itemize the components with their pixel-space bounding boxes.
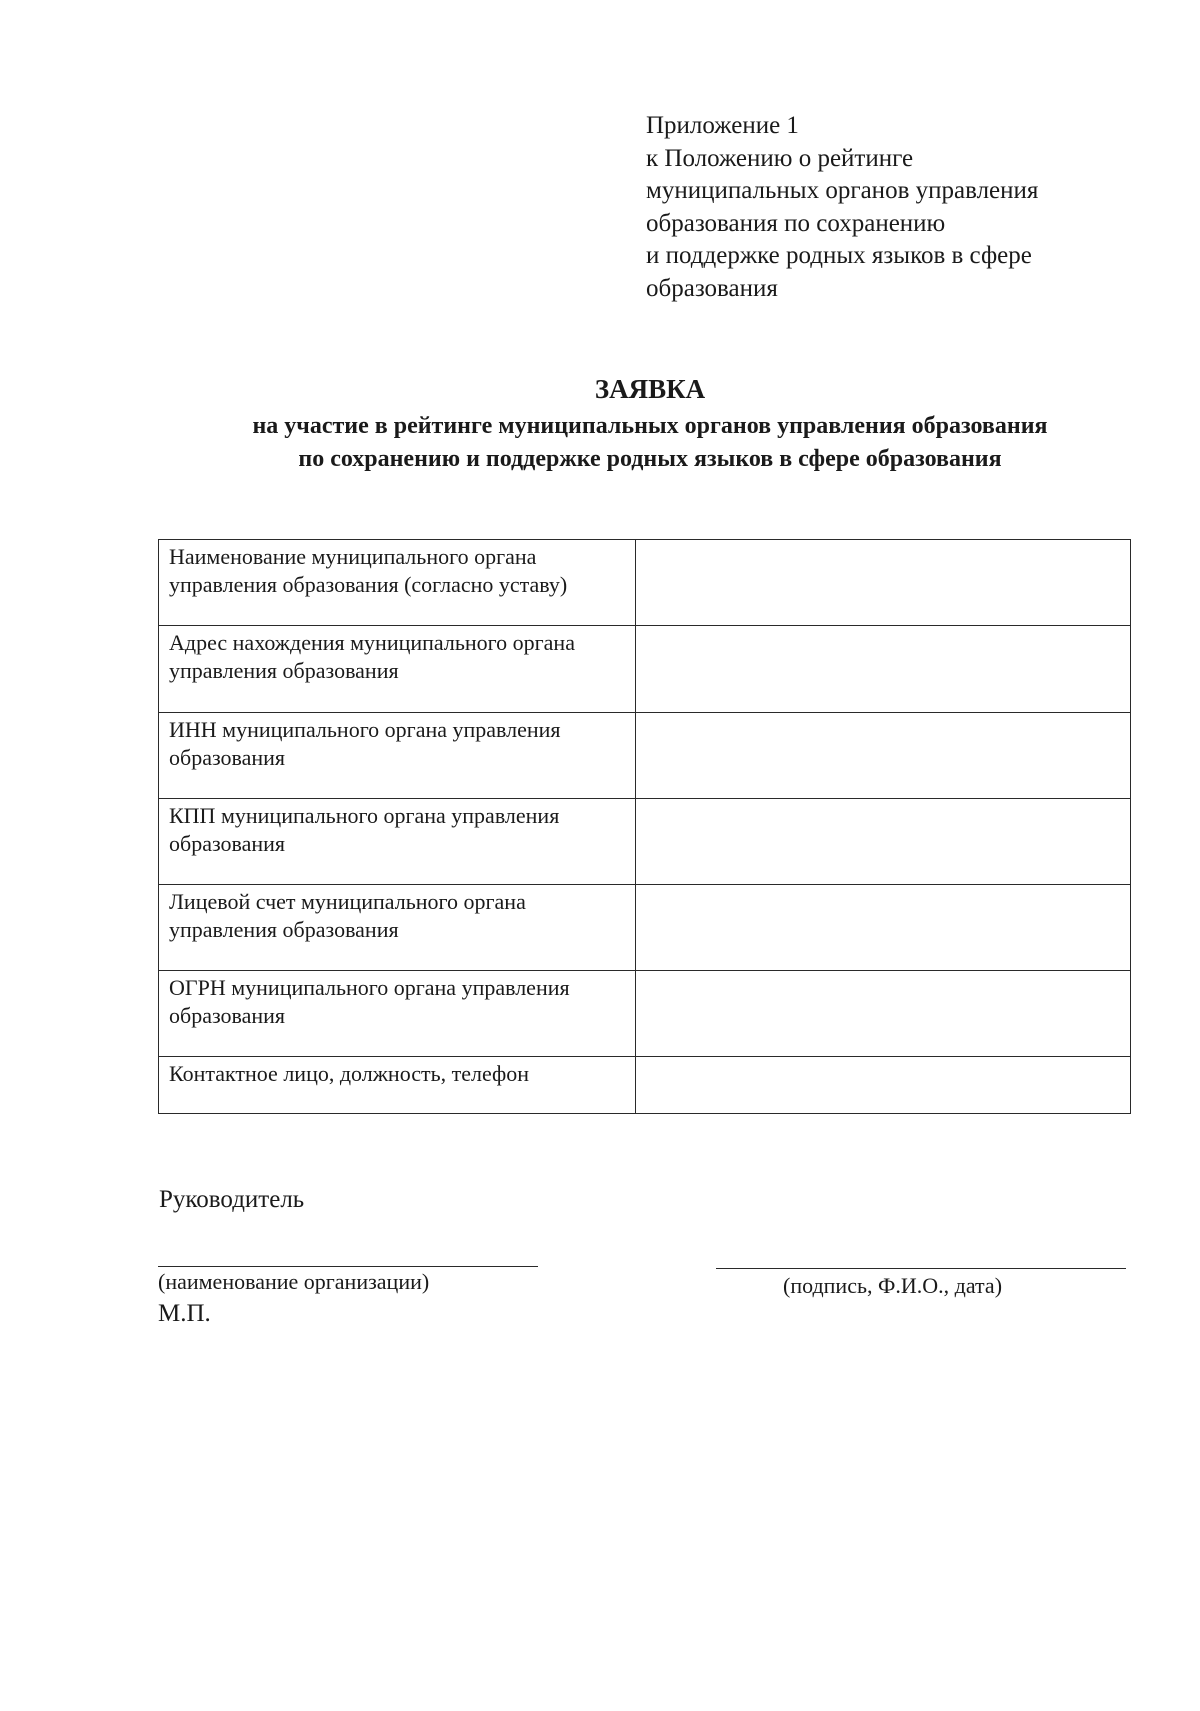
field-value-cell[interactable] [636,885,1131,971]
table-row [159,1057,1131,1114]
field-label: Лицевой счет муниципального органа управления образования [169,889,526,942]
organization-name-line[interactable] [158,1266,538,1267]
field-label: Контактное лицо, должность, телефон [169,1061,530,1086]
field-label: Наименование муниципального органа управления образования (согласно уставу) [169,544,568,597]
application-form-table [158,539,1131,1114]
title-subtitle-line: на участие в рейтинге муниципальных органов управления образования [252,413,1048,439]
field-label: ОГРН муниципального органа управления образования [169,975,570,1028]
table-row [159,540,1131,626]
appendix-line: и поддержке родных языков в сфере [646,242,1032,269]
field-value-cell[interactable] [636,626,1131,713]
field-label-cell [159,1057,636,1114]
appendix-line: муниципальных органов управления [646,177,1039,204]
field-label-cell [159,885,636,971]
appendix-header [646,110,1166,305]
field-label-cell [159,540,636,626]
field-label: ИНН муниципального органа управления образования [169,717,561,770]
appendix-line: к Положению о рейтинге [646,144,914,172]
title-subtitle [100,410,1200,476]
table-row [159,799,1131,885]
table-row [159,885,1131,971]
field-label-cell [159,713,636,799]
title-subtitle-line: по сохранению и поддержке родных языков в сфере образования [298,446,1002,472]
field-value-cell[interactable] [636,713,1131,799]
field-label: Адрес нахождения муниципального органа управления образования [169,630,575,683]
organization-caption: (наименование организации) [158,1269,430,1294]
field-label-cell [159,626,636,713]
appendix-line: Приложение 1 [646,112,799,139]
appendix-line: образования [646,274,778,302]
field-value-cell[interactable] [636,799,1131,885]
table-row [159,626,1131,713]
field-value-cell[interactable] [636,971,1131,1057]
title-main: ЗАЯВКА [594,374,706,404]
signer-role: Руководитель [159,1186,305,1213]
field-label: КПП муниципального органа управления образования [169,803,560,856]
field-value-cell[interactable] [636,540,1131,626]
field-value-cell[interactable] [636,1057,1131,1114]
signature-line[interactable] [716,1268,1126,1269]
table-row [159,971,1131,1057]
stamp-place-label: М.П. [158,1300,211,1327]
field-label-cell [159,971,636,1057]
field-label-cell [159,799,636,885]
signature-caption: (подпись, Ф.И.О., дата) [783,1273,1003,1298]
appendix-line: образования по сохранению [646,209,946,237]
table-row [159,713,1131,799]
document-title [100,372,1200,476]
